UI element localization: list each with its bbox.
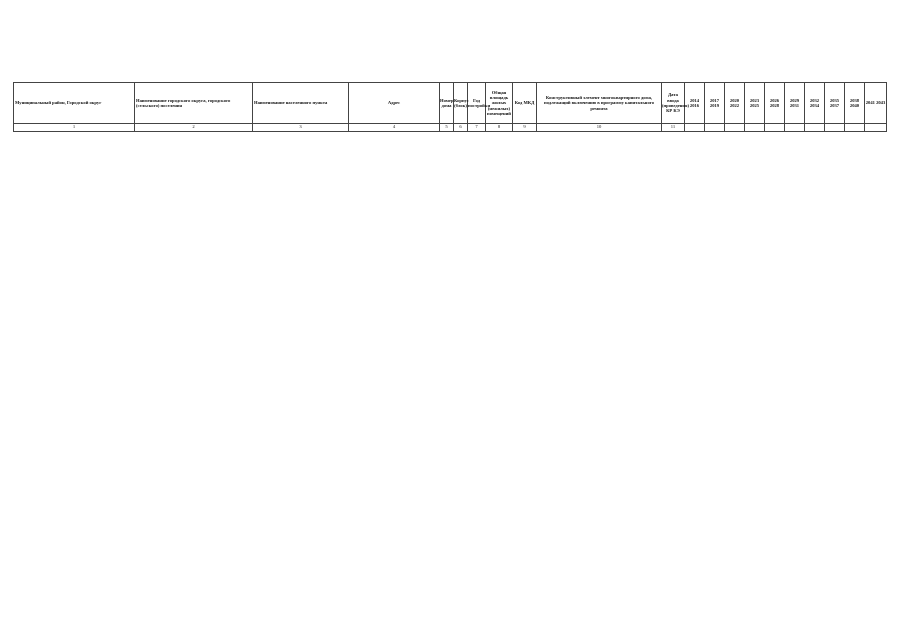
column-header: 2026 2028: [765, 83, 785, 124]
column-header: Дата ввода (проведения) КР КЭ: [662, 83, 685, 124]
column-number: 7: [468, 124, 486, 132]
column-number: 6: [454, 124, 468, 132]
column-header: Код МКД: [513, 83, 537, 124]
column-number: 2: [135, 124, 253, 132]
column-number: [805, 124, 825, 132]
column-number: 9: [513, 124, 537, 132]
column-header: 2038 2040: [845, 83, 865, 124]
column-number: [865, 124, 887, 132]
column-number: [705, 124, 725, 132]
column-number: 4: [349, 124, 440, 132]
column-number: [725, 124, 745, 132]
column-number: [745, 124, 765, 132]
column-header: 2032 2034: [805, 83, 825, 124]
column-number: [765, 124, 785, 132]
column-header: 2020 2022: [725, 83, 745, 124]
column-header: Год постройки: [468, 83, 486, 124]
column-number: [845, 124, 865, 132]
column-header: Общая площадь жилых (нежилых) помещений: [486, 83, 513, 124]
column-header: Муниципальный район, Городской округ: [14, 83, 135, 124]
column-header: 2023 2025: [745, 83, 765, 124]
column-header: 2041 2043: [865, 83, 887, 124]
column-header: Корпус (блок): [454, 83, 468, 124]
column-header: Адрес: [349, 83, 440, 124]
column-header: Наименование городского округа, городского (сельского) поселения: [135, 83, 253, 124]
column-header: Конструктивный элемент многоквартирного дома, подлежащий включению в программу капитального ремонта: [537, 83, 662, 124]
column-number: [685, 124, 705, 132]
column-number: [825, 124, 845, 132]
capital-repair-program-table: [13, 82, 887, 132]
column-number: 5: [440, 124, 454, 132]
column-number: 3: [253, 124, 349, 132]
column-header: Номер дома: [440, 83, 454, 124]
column-header: 2029 2031: [785, 83, 805, 124]
column-number-row: [14, 124, 887, 132]
column-number: 11: [662, 124, 685, 132]
column-number: 8: [486, 124, 513, 132]
column-number: [785, 124, 805, 132]
column-header: 2014 2016: [685, 83, 705, 124]
table-header-row: [14, 83, 887, 124]
column-number: 1: [14, 124, 135, 132]
column-header: 2035 2037: [825, 83, 845, 124]
column-number: 10: [537, 124, 662, 132]
column-header: 2017 2019: [705, 83, 725, 124]
column-header: Наименование населенного пункта: [253, 83, 349, 124]
